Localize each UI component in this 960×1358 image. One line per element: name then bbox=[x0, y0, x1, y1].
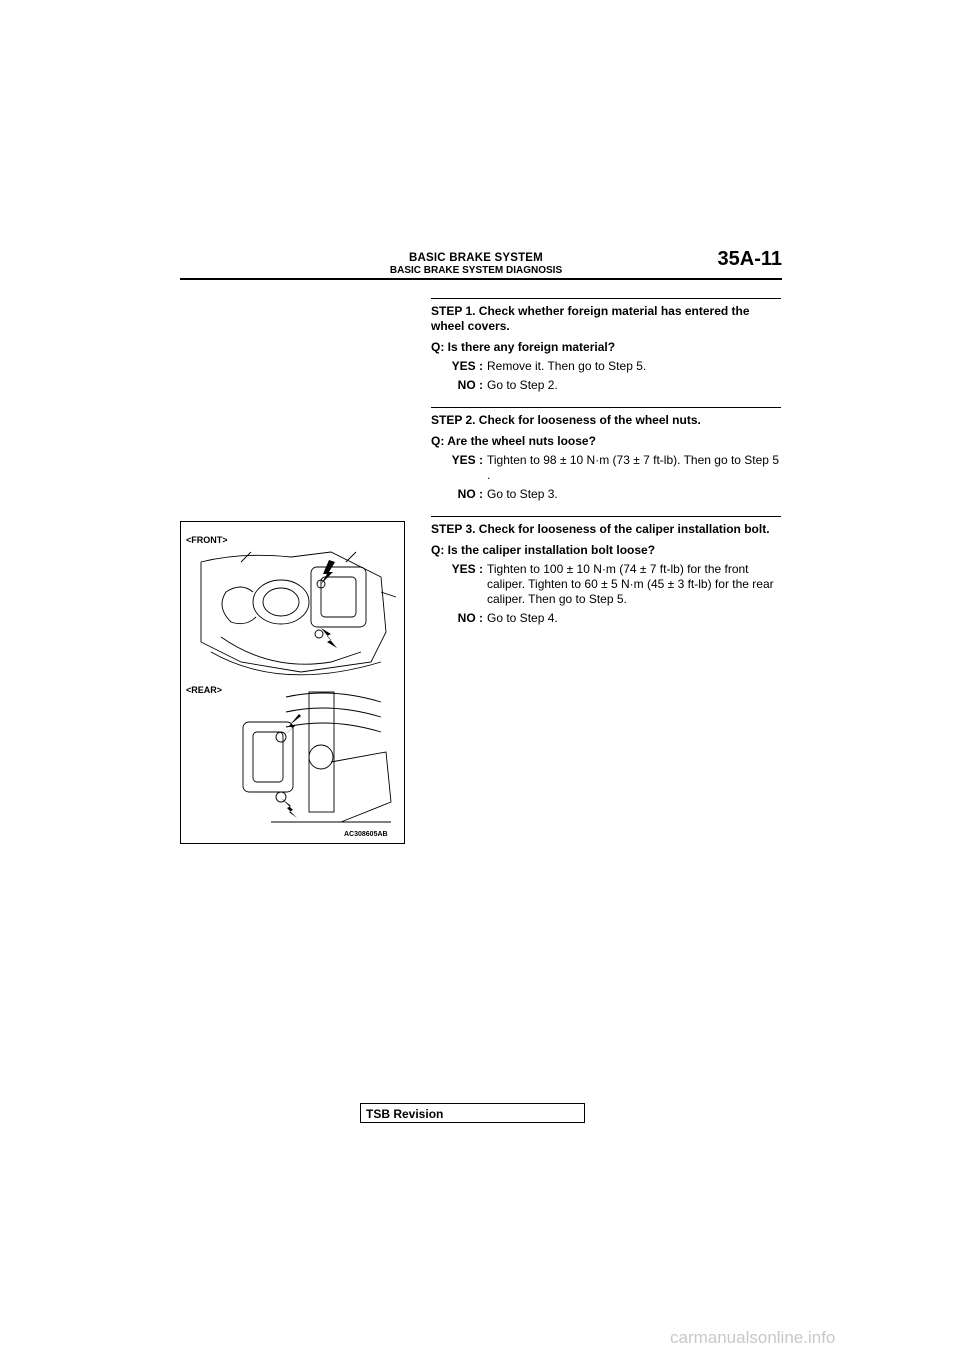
step-2 bbox=[431, 407, 781, 502]
section-title: BASIC BRAKE SYSTEM bbox=[409, 252, 543, 264]
step-1 bbox=[431, 298, 781, 393]
yes-label: YES : bbox=[451, 359, 483, 373]
yes-answer bbox=[431, 359, 781, 374]
no-text: Go to Step 2. bbox=[487, 378, 558, 392]
no-answer bbox=[431, 611, 781, 626]
front-label: <FRONT> bbox=[186, 535, 228, 545]
no-answer bbox=[431, 487, 781, 502]
rear-arrow-icons bbox=[281, 714, 301, 818]
diagnosis-steps bbox=[431, 298, 781, 640]
no-label: NO : bbox=[457, 487, 483, 501]
yes-text: Remove it. Then go to Step 5. bbox=[487, 359, 647, 373]
yes-answer bbox=[431, 453, 781, 483]
no-answer bbox=[431, 378, 781, 393]
front-arrow-icons bbox=[321, 560, 337, 648]
rear-caliper-drawing bbox=[243, 692, 391, 822]
step-question: Q: Are the wheel nuts loose? bbox=[431, 434, 596, 448]
step-3 bbox=[431, 516, 781, 626]
tsb-revision-label: TSB Revision bbox=[366, 1107, 444, 1121]
watermark: carmanualsonline.info bbox=[670, 1328, 836, 1347]
front-caliper-drawing bbox=[201, 552, 396, 675]
no-label: NO : bbox=[457, 611, 483, 625]
section-subtitle: BASIC BRAKE SYSTEM DIAGNOSIS bbox=[389, 265, 563, 276]
no-text: Go to Step 4. bbox=[487, 611, 558, 625]
yes-answer bbox=[431, 562, 781, 607]
page-number: 35A-11 bbox=[717, 248, 782, 270]
step-title: STEP 2. Check for looseness of the wheel nuts. bbox=[431, 413, 701, 427]
caliper-illustration bbox=[180, 521, 405, 844]
figure-code: AC308605AB bbox=[344, 831, 388, 838]
caliper-drawing bbox=[181, 522, 404, 843]
step-title: STEP 3. Check for looseness of the caliper installation bolt. bbox=[431, 522, 770, 536]
step-question: Q: Is the caliper installation bolt loose? bbox=[431, 543, 656, 557]
step-title: STEP 1. Check whether foreign material has entered the wheel covers. bbox=[431, 304, 750, 333]
yes-text: Tighten to 100 ± 10 N·m (74 ± 7 ft-lb) for the front caliper. Tighten to 60 ± 5 N·m (45 ± 3 ft-lb) for the rear caliper. Then go to Step 5. bbox=[487, 562, 774, 606]
step-question: Q: Is there any foreign material? bbox=[431, 340, 616, 354]
yes-text: Tighten to 98 ± 10 N·m (73 ± 7 ft-lb). Then go to Step 5 . bbox=[487, 453, 779, 482]
tsb-revision-box bbox=[360, 1103, 585, 1123]
rear-label: <REAR> bbox=[186, 685, 223, 695]
yes-label: YES : bbox=[451, 453, 483, 467]
header-rule bbox=[180, 278, 782, 280]
no-text: Go to Step 3. bbox=[487, 487, 558, 501]
no-label: NO : bbox=[457, 378, 483, 392]
yes-label: YES : bbox=[451, 562, 483, 576]
